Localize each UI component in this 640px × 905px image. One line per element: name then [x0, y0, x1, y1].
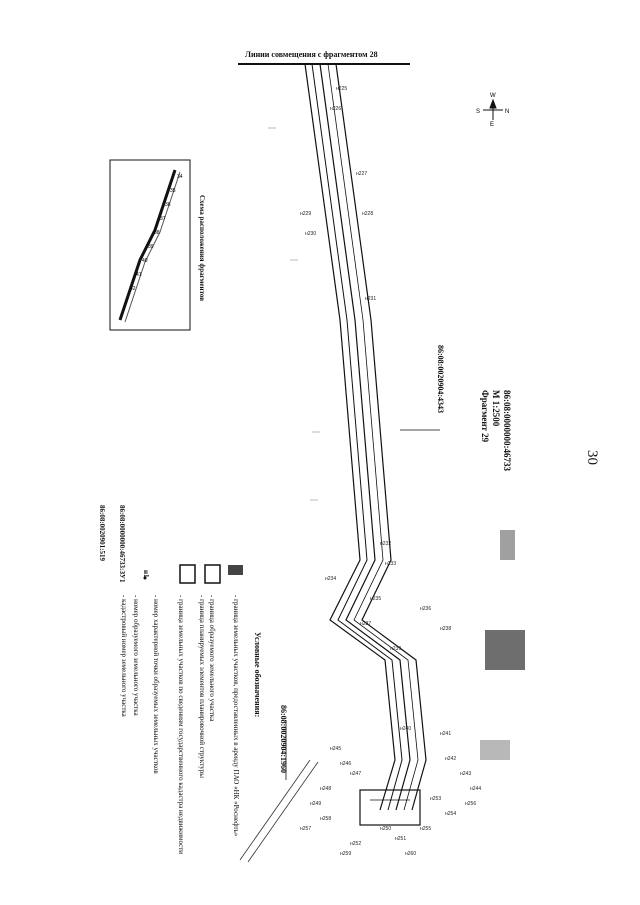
legend-sample-parcel: 86:08:0000000:46733:ЗУ1: [118, 505, 126, 583]
compass-e: E: [490, 122, 495, 128]
compass-w: W: [490, 93, 496, 99]
scheme-label: 35: [170, 188, 176, 194]
point-label: н254: [445, 811, 457, 817]
legend-item: - номер характерной точки образуемых земельных участков: [152, 595, 160, 774]
scheme-label: 36: [165, 202, 171, 208]
legend-parcel-swatch: [205, 565, 220, 583]
scheme-label: 34: [177, 174, 183, 180]
survey-marks: [268, 128, 320, 500]
legend-item: - граница земельных участков, предоставленных в аренду ПАО «НК «Роснефть»: [232, 595, 240, 837]
legend-hatch-swatch: [228, 565, 243, 575]
point-label: н256: [465, 801, 477, 807]
fragment-title: Фрагмент 29: [480, 390, 490, 443]
scheme-label: 39: [148, 244, 154, 250]
point-labels: [300, 86, 481, 857]
legend-item: - граница образуемого земельного участка: [208, 595, 216, 722]
point-label: н257: [300, 826, 312, 832]
point-label: н238: [440, 626, 452, 632]
scheme-title: Схема расположения фрагментов: [198, 195, 206, 302]
scheme-label: 40: [142, 258, 148, 264]
legend-planning-swatch: [180, 565, 195, 583]
legend-symbols: [144, 565, 244, 583]
point-label: н233: [385, 561, 397, 567]
fragment-info: [479, 390, 512, 471]
compass-s: S: [476, 109, 481, 115]
cadastral-boundary-2: [248, 762, 318, 862]
scheme-label: 42: [130, 286, 136, 292]
point-label: н248: [320, 786, 332, 792]
point-label: н259: [340, 851, 352, 857]
point-label: н225: [336, 86, 348, 92]
point-label: н232: [380, 541, 392, 547]
legend-item: - граница планируемых элементов планировочной структуры: [198, 595, 206, 778]
point-label: н244: [470, 786, 482, 792]
hatched-area: [480, 530, 525, 760]
point-label: н236: [420, 606, 432, 612]
legend-sample-point: н1: [142, 570, 150, 578]
parcel-block: [360, 790, 420, 825]
point-label: н245: [330, 746, 342, 752]
alignment-line-label: Линии совмещения с фрагментом 28: [245, 50, 378, 59]
point-label: н226: [330, 106, 342, 112]
legend-sample-labels: [142, 570, 150, 578]
point-label: н243: [460, 771, 472, 777]
point-label: н229: [300, 211, 312, 217]
legend-sample-cadastral: 86:08:0020901:519: [98, 505, 106, 561]
point-label: н239: [390, 646, 402, 652]
point-label: н230: [305, 231, 317, 237]
point-label: н260: [405, 851, 417, 857]
point-label: н246: [340, 761, 352, 767]
legend-title: Условные обозначения:: [253, 632, 262, 718]
point-label: н249: [310, 801, 322, 807]
scheme-label: 37: [160, 216, 166, 222]
point-label: н250: [380, 826, 392, 832]
cadastral-label-2: 86:08:0020904:1960: [279, 705, 288, 773]
point-label: н252: [350, 841, 362, 847]
cadastral-label-1: 86:08:0020904:4343: [436, 345, 445, 413]
fragment-cadastral: 86:08:0000000:46733: [502, 390, 512, 471]
scheme-label: 38: [154, 230, 160, 236]
scheme-label: 41: [136, 272, 142, 278]
point-label: н241: [440, 731, 452, 737]
point-label: н242: [445, 756, 457, 762]
point-label: н234: [325, 576, 337, 582]
point-label: н253: [430, 796, 442, 802]
point-label: н231: [365, 296, 377, 302]
legend-item: - номер образуемого земельного участка: [132, 595, 140, 716]
point-label: н240: [400, 726, 412, 732]
point-label: н258: [320, 816, 332, 822]
point-label: н247: [350, 771, 362, 777]
legend-item: - граница земельных участков по сведениям государственного кадастра недвижимости: [177, 595, 185, 855]
point-label: н255: [420, 826, 432, 832]
compass-icon: [483, 100, 503, 120]
legend-item: - кадастровый номер земельного участка: [120, 595, 128, 717]
page-number: 30: [584, 450, 600, 465]
point-label: н235: [370, 596, 382, 602]
fragment-scale: М 1:2500: [491, 390, 501, 427]
cadastral-boundary: [240, 760, 310, 860]
point-label: н251: [395, 836, 407, 842]
point-label: н227: [356, 171, 368, 177]
point-label: н228: [362, 211, 374, 217]
point-label: н237: [360, 621, 372, 627]
compass-n: N: [505, 109, 510, 115]
